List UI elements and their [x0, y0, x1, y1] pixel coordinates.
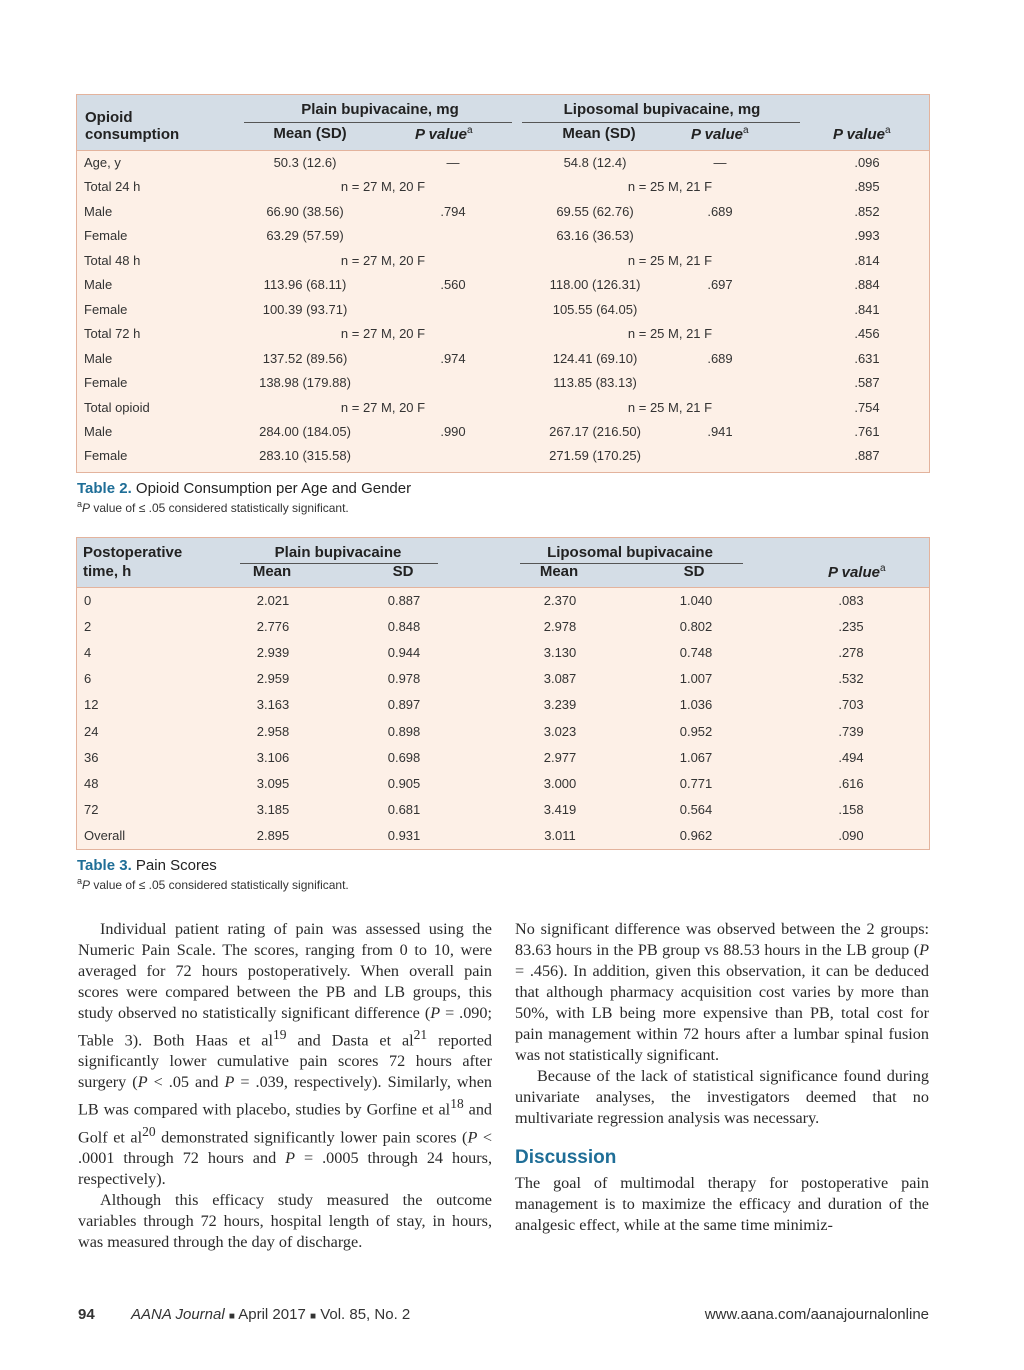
- column-header-consumption: consumption: [85, 126, 180, 143]
- volume: Vol. 85, No. 2: [320, 1306, 411, 1323]
- liposomal-mean-sd: 271.59 (170.25): [549, 448, 641, 463]
- plain-mean: 3.095: [256, 776, 290, 791]
- row-label: Total opioid: [84, 400, 150, 415]
- row-time: 24: [84, 724, 99, 739]
- plain-mean-sd: 100.39 (93.71): [262, 302, 348, 317]
- column-header-p: P value$^a$: [828, 563, 886, 581]
- liposomal-mean: 2.977: [543, 750, 577, 765]
- paragraph: Individual patient rating of pain was assessed using the Numeric Pain Scale. The scores, ranging from 0 to 10, were averaged for 72 hours postoperatively. When overall pain scores were compared between the PB and LB groups, this study observed no statistically significant difference (P = .090; Table 3). Both Haas et $al^{19}$ and Dasta et $al^{21}$ reported significantly lower cumulative pain scores 72 hours after surgery (P < .05 and P = .039, respectively). Similarly, when LB was compared with placebo, studies by Gorfine et $al^{18}$ and Golf et $al^{20}$ demonstrated significantly lower pain scores (P < .0001 through 72 hours and P = .0005 through 24 hours, respectively).: [78, 920, 493, 1189]
- plain-sd: 0.897: [387, 697, 421, 712]
- plain-p-value: —: [446, 155, 460, 170]
- plain-sd: 0.698: [387, 750, 421, 765]
- right-column: [515, 919, 929, 1236]
- column-header-opioid: Opioid: [85, 109, 133, 126]
- plain-mean: 2.959: [256, 671, 290, 686]
- row-label: Female: [84, 375, 128, 390]
- plain-p-value: .560: [440, 277, 466, 292]
- plain-sd: 0.944: [387, 645, 421, 660]
- column-header-sd: SD: [392, 563, 414, 580]
- liposomal-sd: 1.040: [679, 593, 713, 608]
- row-label: Male: [84, 204, 113, 219]
- p-value: .090: [838, 828, 864, 843]
- plain-mean-sd: 137.52 (89.56): [262, 351, 348, 366]
- plain-sd: 0.887: [387, 593, 421, 608]
- column-header-p-overall: P value$^a$: [833, 125, 891, 143]
- row-time: 48: [84, 776, 99, 791]
- group-count: n = 25 M, 21 F: [627, 326, 713, 341]
- plain-mean-sd: 66.90 (38.56): [266, 204, 344, 219]
- overall-p-value: .096: [854, 155, 880, 170]
- plain-mean-sd: 284.00 (184.05): [259, 424, 351, 439]
- column-header-sd: SD: [683, 563, 705, 580]
- row-time: 36: [84, 750, 99, 765]
- liposomal-mean: 3.087: [543, 671, 577, 686]
- plain-sd: 0.931: [387, 828, 421, 843]
- plain-mean: 2.021: [256, 593, 290, 608]
- row-time: 0: [84, 593, 92, 608]
- liposomal-mean-sd: 105.55 (64.05): [552, 302, 638, 317]
- page-footer: 94 AANA Journal ■ April 2017 ■ Vol. 85, No. 2: [78, 1306, 411, 1323]
- overall-p-value: .754: [854, 400, 880, 415]
- liposomal-mean-sd: 69.55 (62.76): [556, 204, 634, 219]
- overall-p-value: .456: [854, 326, 880, 341]
- overall-p-value: .841: [854, 302, 880, 317]
- plain-sd: 0.848: [387, 619, 421, 634]
- overall-p-value: .884: [854, 277, 880, 292]
- plain-mean: 3.106: [256, 750, 290, 765]
- plain-mean-sd: 138.98 (179.88): [259, 375, 351, 390]
- left-column: [78, 919, 492, 1253]
- row-label: Age, y: [84, 155, 121, 170]
- liposomal-p-value: —: [713, 155, 727, 170]
- p-value: .235: [838, 619, 864, 634]
- overall-p-value: .587: [854, 375, 880, 390]
- liposomal-mean-sd: 63.16 (36.53): [556, 228, 634, 243]
- row-label: Female: [84, 302, 128, 317]
- liposomal-mean: 3.011: [544, 828, 576, 843]
- p-value: .616: [838, 776, 864, 791]
- row-time: 72: [84, 802, 99, 817]
- liposomal-p-value: .941: [707, 424, 733, 439]
- paragraph: Although this efficacy study measured the outcome variables through 72 hours, hospital length of stay, in hours, was measured through the day of discharge.: [78, 1191, 492, 1252]
- liposomal-mean: 3.130: [543, 645, 577, 660]
- liposomal-mean: 3.239: [543, 697, 577, 712]
- table-header: [77, 95, 929, 151]
- row-time: 12: [84, 697, 99, 712]
- overall-p-value: .993: [854, 228, 880, 243]
- row-label: Male: [84, 424, 113, 439]
- p-value: .494: [838, 750, 864, 765]
- column-header-mean: Mean: [539, 563, 579, 580]
- overall-p-value: .895: [854, 179, 880, 194]
- plain-sd: 0.681: [387, 802, 421, 817]
- liposomal-sd: 0.564: [679, 802, 713, 817]
- row-label: Male: [84, 351, 113, 366]
- plain-mean: 2.939: [256, 645, 290, 660]
- group-count: n = 27 M, 20 F: [340, 326, 426, 341]
- paragraph: Because of the lack of statistical significance found during univariate analyses, the investigators deemed that no multivariate regression analysis was necessary.: [515, 1067, 929, 1127]
- group-count: n = 27 M, 20 F: [340, 253, 426, 268]
- row-time: 2: [84, 619, 92, 634]
- plain-sd: 0.898: [387, 724, 421, 739]
- liposomal-mean-sd: 54.8 (12.4): [563, 155, 627, 170]
- p-value: .158: [838, 802, 864, 817]
- liposomal-p-value: .689: [707, 351, 733, 366]
- page-number: 94: [78, 1306, 95, 1323]
- group-header-plain: Plain bupivacaine: [274, 544, 402, 561]
- row-label: Female: [84, 228, 128, 243]
- liposomal-sd: 1.007: [679, 671, 713, 686]
- p-value: .083: [838, 593, 864, 608]
- liposomal-mean: 2.978: [543, 619, 577, 634]
- row-time: Overall: [84, 828, 126, 843]
- column-header-p: P value$^a$: [691, 125, 749, 143]
- group-count: n = 25 M, 21 F: [627, 253, 713, 268]
- plain-mean: 3.185: [256, 802, 290, 817]
- overall-p-value: .814: [854, 253, 880, 268]
- p-value: .739: [838, 724, 864, 739]
- liposomal-mean-sd: 113.85 (83.13): [553, 375, 637, 390]
- table-opioid-consumption: [76, 94, 930, 473]
- table-3-footnote: $^a$P value of ≤ .05 considered statistically significant.: [77, 876, 349, 892]
- p-value: .532: [838, 671, 864, 686]
- column-header-mean: Mean: [252, 563, 292, 580]
- liposomal-sd: 1.036: [679, 697, 713, 712]
- plain-p-value: .794: [440, 204, 466, 219]
- row-label: Female: [84, 448, 128, 463]
- plain-mean: 2.776: [256, 619, 290, 634]
- row-label: Total 48 h: [84, 253, 141, 268]
- paragraph: No significant difference was observed between the 2 groups: 83.63 hours in the PB group vs 88.53 hours in the LB group (P = .456). In addition, given this observation, it can be deduced that although pharmacy acquisition cost varies by more than 50%, with LB being more expensive than PB, total cost for pain management within 72 hours after a lumbar spinal fusion was not statistically significant.: [515, 920, 929, 1064]
- liposomal-p-value: .689: [707, 204, 733, 219]
- plain-mean-sd: 50.3 (12.6): [273, 155, 337, 170]
- group-header-liposomal: Liposomal bupivacaine, mg: [563, 101, 761, 118]
- table-2-footnote: $^a$P value of ≤ .05 considered statistically significant.: [77, 499, 349, 515]
- column-header-mean: Mean (SD): [562, 125, 636, 142]
- group-count: n = 27 M, 20 F: [340, 179, 426, 194]
- issue-date: April 2017: [238, 1306, 306, 1323]
- plain-p-value: .974: [440, 351, 466, 366]
- liposomal-mean: 3.023: [543, 724, 577, 739]
- liposomal-mean-sd: 124.41 (69.10): [552, 351, 638, 366]
- table-3-caption: Table 3. Pain Scores: [77, 857, 217, 874]
- plain-sd: 0.905: [387, 776, 421, 791]
- p-value: .278: [838, 645, 864, 660]
- liposomal-mean-sd: 267.17 (216.50): [549, 424, 641, 439]
- column-header-mean: Mean (SD): [273, 125, 347, 142]
- table-pain-scores: [76, 537, 930, 850]
- column-header-time: time, h: [83, 563, 132, 580]
- liposomal-sd: 0.748: [679, 645, 713, 660]
- group-count: n = 25 M, 21 F: [627, 400, 713, 415]
- overall-p-value: .887: [854, 448, 880, 463]
- plain-p-value: .990: [440, 424, 466, 439]
- section-heading-discussion: Discussion: [515, 1147, 617, 1168]
- column-header-p: P value$^a$: [415, 125, 473, 143]
- liposomal-sd: 0.962: [679, 828, 713, 843]
- liposomal-mean: 2.370: [543, 593, 577, 608]
- column-header-postoperative: Postoperative: [83, 544, 183, 561]
- plain-sd: 0.978: [387, 671, 421, 686]
- overall-p-value: .852: [854, 204, 880, 219]
- liposomal-sd: 1.067: [679, 750, 713, 765]
- row-time: 4: [84, 645, 92, 660]
- row-label: Male: [84, 277, 113, 292]
- row-label: Total 24 h: [84, 179, 141, 194]
- liposomal-mean-sd: 118.00 (126.31): [549, 277, 641, 292]
- plain-mean-sd: 283.10 (315.58): [259, 448, 351, 463]
- liposomal-sd: 0.952: [679, 724, 713, 739]
- row-time: 6: [84, 671, 92, 686]
- plain-mean: 2.958: [256, 724, 290, 739]
- plain-mean: 2.895: [256, 828, 290, 843]
- liposomal-sd: 0.802: [679, 619, 713, 634]
- liposomal-mean: 3.419: [543, 802, 577, 817]
- paragraph: The goal of multimodal therapy for postoperative pain management is to maximize the efficacy and duration of the analgesic effect, while at the same time minimiz-: [515, 1174, 929, 1234]
- p-value: .703: [838, 697, 864, 712]
- journal-name: AANA Journal: [131, 1306, 225, 1323]
- journal-url[interactable]: www.aana.com/aanajournalonline: [704, 1306, 929, 1323]
- row-label: Total 72 h: [84, 326, 141, 341]
- table-2-caption: Table 2. Opioid Consumption per Age and Gender: [77, 480, 412, 497]
- liposomal-mean: 3.000: [543, 776, 577, 791]
- plain-mean-sd: 63.29 (57.59): [266, 228, 344, 243]
- liposomal-sd: 0.771: [679, 776, 713, 791]
- group-count: n = 25 M, 21 F: [627, 179, 713, 194]
- liposomal-p-value: .697: [707, 277, 733, 292]
- table-header: [77, 538, 929, 588]
- plain-mean: 3.163: [256, 697, 290, 712]
- group-header-liposomal: Liposomal bupivacaine: [547, 544, 713, 561]
- group-count: n = 27 M, 20 F: [340, 400, 426, 415]
- overall-p-value: .761: [854, 424, 880, 439]
- plain-mean-sd: 113.96 (68.11): [263, 277, 347, 292]
- overall-p-value: .631: [854, 351, 880, 366]
- group-header-plain: Plain bupivacaine, mg: [301, 101, 459, 118]
